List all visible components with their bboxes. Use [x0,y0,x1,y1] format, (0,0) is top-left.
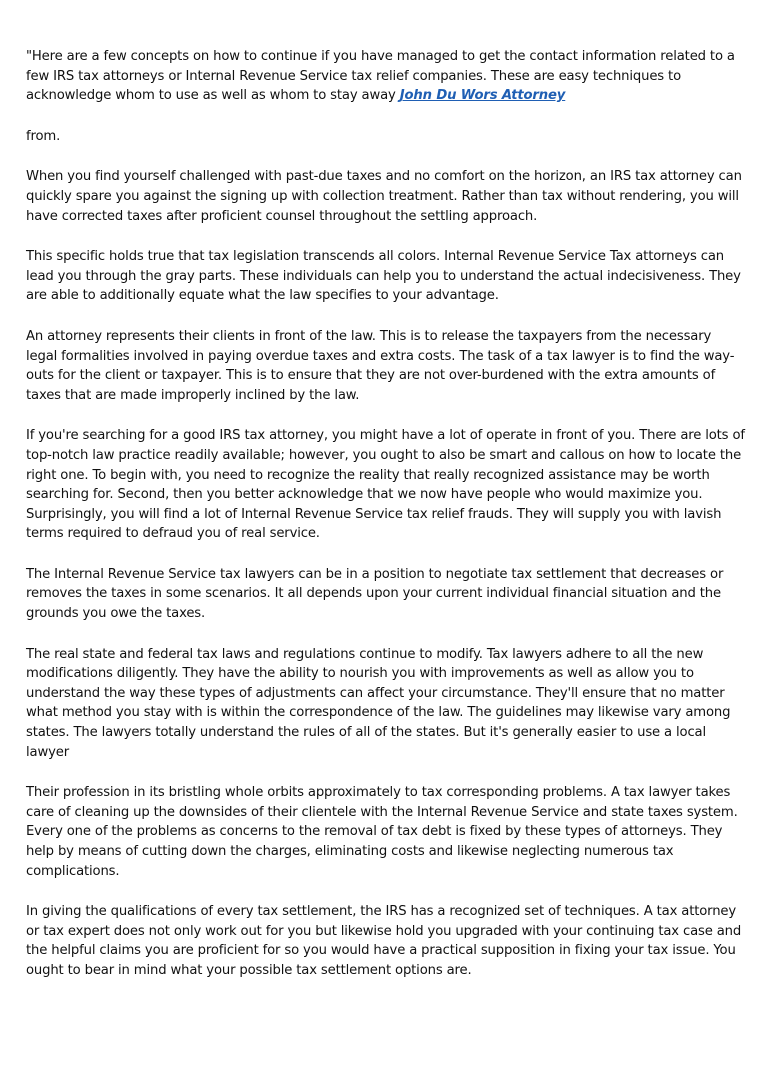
attorney-link[interactable]: John Du Wors Attorney [399,88,566,104]
intro-text: "Here are a few concepts on how to continue if you have managed to get the contact information related to a few IRS tax attorneys or Internal Revenue Service tax relief companies. These are easy techniques to acknowledge whom to use as well as whom to stay away [26,49,735,104]
paragraph-profession: Their profession in its bristling whole orbits approximately to tax corresponding problems. A tax lawyer takes care of cleaning up the downsides of their clientele with the Internal Revenue Service and state taxes system. Every one of the problems as concerns to the removal of tax debt is fixed by these types of attorneys. They help by means of cutting down the charges, eliminating costs and likewise neglecting numerous tax complications. [26,785,738,879]
paragraph-from: from. [26,128,61,144]
intro-paragraph [26,47,746,106]
paragraph-searching-attorney: If you're searching for a good IRS tax attorney, you might have a lot of operate in front of you. There are lots of top-notch law practice readily available; however, you ought to also be smart and callous on how to locate the right one. To begin with, you need to recognize the reality that really recognized assistance may be worth searching for. Second, then you better acknowledge that we now have people who would maximize you. Surprisingly, you will find a lot of Internal Revenue Service tax relief frauds. They will supply you with lavish terms required to defraud you of real service. [26,428,745,542]
paragraph-tax-legislation: This specific holds true that tax legislation transcends all colors. Internal Revenue Service Tax attorneys can lead you through the gray parts. These individuals can help you to understand the actual indecisiveness. They are able to additionally equate what the law specifies to your advantage. [26,249,741,304]
paragraph-qualifications: In giving the qualifications of every tax settlement, the IRS has a recognized set of techniques. A tax attorney or tax expert does not only work out for you but likewise hold you upgraded with your continuing tax case and the helpful claims you are proficient for so you would have a practical supposition in fixing your tax issue. You ought to bear in mind what your possible tax settlement options are. [26,904,742,978]
document-page [26,47,746,1002]
paragraph-past-due-taxes: When you find yourself challenged with past-due taxes and no comfort on the horizon, an IRS tax attorney can quickly spare you against the signing up with collection treatment. Rather than tax without rendering, you will have corrected taxes after proficient counsel throughout the settling approach. [26,169,742,224]
paragraph-negotiate-settlement: The Internal Revenue Service tax lawyers can be in a position to negotiate tax settlement that decreases or removes the taxes in some scenarios. It all depends upon your current individual financial situation and the grounds you owe the taxes. [26,566,724,622]
paragraph-tax-laws-modify: The real state and federal tax laws and regulations continue to modify. Tax lawyers adhere to all the new modifications diligently. They have the ability to nourish you with improvements as well as allow you to understand the way these types of adjustments can affect your circumstance. They'll ensure that no matter what method you stay with is within the correspondence of the law. The guidelines may likewise vary among states. The lawyers totally understand the rules of all of the states. But it's generally easier to use a local lawyer [26,646,731,760]
paragraph-attorney-represents: An attorney represents their clients in front of the law. This is to release the taxpayers from the necessary legal formalities involved in paying overdue taxes and extra costs. The task of a tax lawyer is to find the way-outs for the client or taxpayer. This is to ensure that they are not over-burdened with the extra amounts of taxes that are made improperly inclined by the law. [26,328,735,403]
